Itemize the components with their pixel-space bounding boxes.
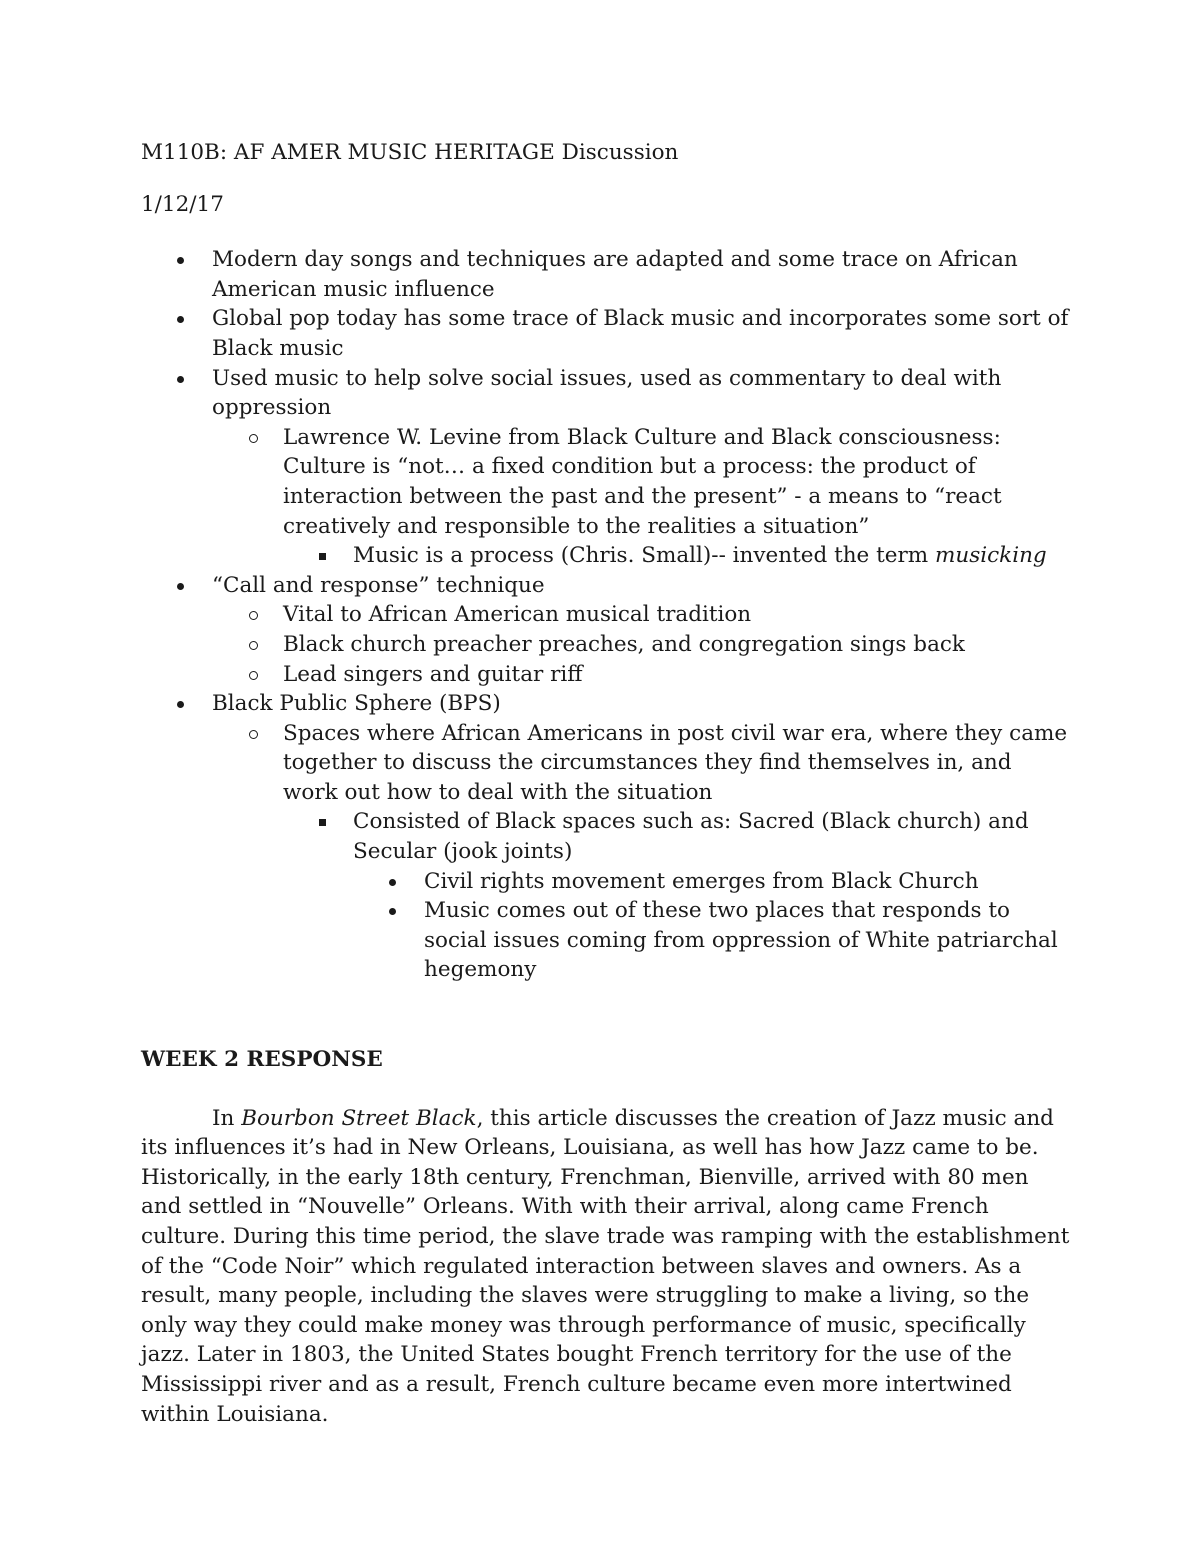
bullet-disc-icon	[389, 908, 396, 915]
bullet-circle-icon	[249, 641, 258, 650]
list-item	[212, 630, 1071, 660]
bullet-square-icon	[319, 553, 326, 560]
bullet-square-icon	[319, 819, 326, 826]
list-item	[353, 896, 1071, 985]
fourth-level-list	[353, 867, 1071, 985]
list-item-text: Lead singers and guitar riff	[283, 661, 583, 687]
list-item	[353, 867, 1071, 897]
bullet-disc-icon	[177, 701, 184, 708]
bullet-disc-icon	[177, 257, 184, 264]
list-item	[283, 541, 1071, 571]
bullet-circle-icon	[249, 611, 258, 620]
sub-sub-list	[283, 807, 1071, 985]
list-item-emphasis: musicking	[934, 543, 1047, 569]
document-date: 1/12/17	[141, 191, 224, 217]
sub-sub-list	[283, 541, 1071, 571]
bullet-disc-icon	[389, 879, 396, 886]
paragraph-text-body: , this article discusses the creation of Jazz music and its influences it’s had in New Orleans, Louisiana, as well has how Jazz came to be. Historically, in the early 18th century, Frenchman, Bienville, arrived with 80 men and settled in “Nouvelle” Orleans. With with their arrival, along came French culture. During this time period, the slave trade was ramping with the establishment of the “Code Noir” which regulated interaction between slaves and owners. As a result, many people, including the slaves were struggling to make a living, so the only way they could make money was through performance of music, specifically jazz. Later in 1803, the United States bought French territory for the use of the Mississippi river and as a result, French culture became even more intertwined within Louisiana.	[141, 1105, 1070, 1427]
document-content	[141, 138, 1071, 1451]
list-item-text: Black church preacher preaches, and congregation sings back	[283, 631, 965, 657]
list-item-text: Consisted of Black spaces such as: Sacred (Black church) and Secular (jook joints)	[353, 809, 1029, 865]
document-title: M110B: AF AMER MUSIC HERITAGE Discussion	[141, 140, 679, 165]
list-item-text: Spaces where African Americans in post civil war era, where they came together to discuss the circumstances they find themselves in, and work out how to deal with the situation	[283, 720, 1068, 805]
sub-list	[212, 423, 1071, 571]
list-item-text: Used music to help solve social issues, used as commentary to deal with oppression	[212, 365, 1002, 421]
list-item	[283, 807, 1071, 985]
list-item	[141, 364, 1071, 571]
list-item	[212, 423, 1071, 571]
list-item	[141, 571, 1071, 689]
list-item-text: Modern day songs and techniques are adapted and some trace on African American music influence	[212, 247, 1018, 302]
week2-heading: WEEK 2 RESPONSE	[141, 1047, 383, 1073]
article-title: Bourbon Street Black	[241, 1105, 477, 1131]
list-item	[141, 689, 1071, 985]
list-item-text: Music comes out of these two places that responds to social issues coming from oppression of White patriarchal hegemony	[424, 898, 1058, 983]
bullet-circle-icon	[249, 434, 258, 443]
bullet-circle-icon	[249, 671, 258, 680]
bullet-circle-icon	[249, 730, 258, 739]
list-item-text: Vital to African American musical tradition	[283, 602, 752, 628]
list-item-text: Lawrence W. Levine from Black Culture and Black consciousness: Culture is “not… a fixed condition but a process: the product of interaction between the past and the present” - a means to “react creatively and responsible to the realities a situation”	[283, 424, 1002, 539]
list-item	[141, 245, 1071, 304]
list-item	[141, 304, 1071, 363]
bullet-disc-icon	[177, 583, 184, 590]
sub-list	[212, 600, 1071, 689]
bullet-disc-icon	[177, 316, 184, 323]
list-item-text: Civil rights movement emerges from Black Church	[424, 868, 979, 894]
list-item-text: Black Public Sphere (BPS)	[212, 691, 501, 717]
list-item-text: Music is a process (Chris. Small)-- invented the term	[353, 543, 935, 569]
sub-list	[212, 719, 1071, 985]
list-item	[212, 600, 1071, 630]
notes-list	[141, 245, 1071, 985]
bullet-disc-icon	[177, 376, 184, 383]
list-item	[212, 660, 1071, 690]
list-item	[212, 719, 1071, 985]
paragraph-text-start: In	[212, 1105, 242, 1131]
list-item-text: “Call and response” technique	[212, 572, 545, 598]
list-item-text: Global pop today has some trace of Black music and incorporates some sort of Black music	[212, 306, 1069, 361]
week2-paragraph	[141, 1104, 1071, 1430]
